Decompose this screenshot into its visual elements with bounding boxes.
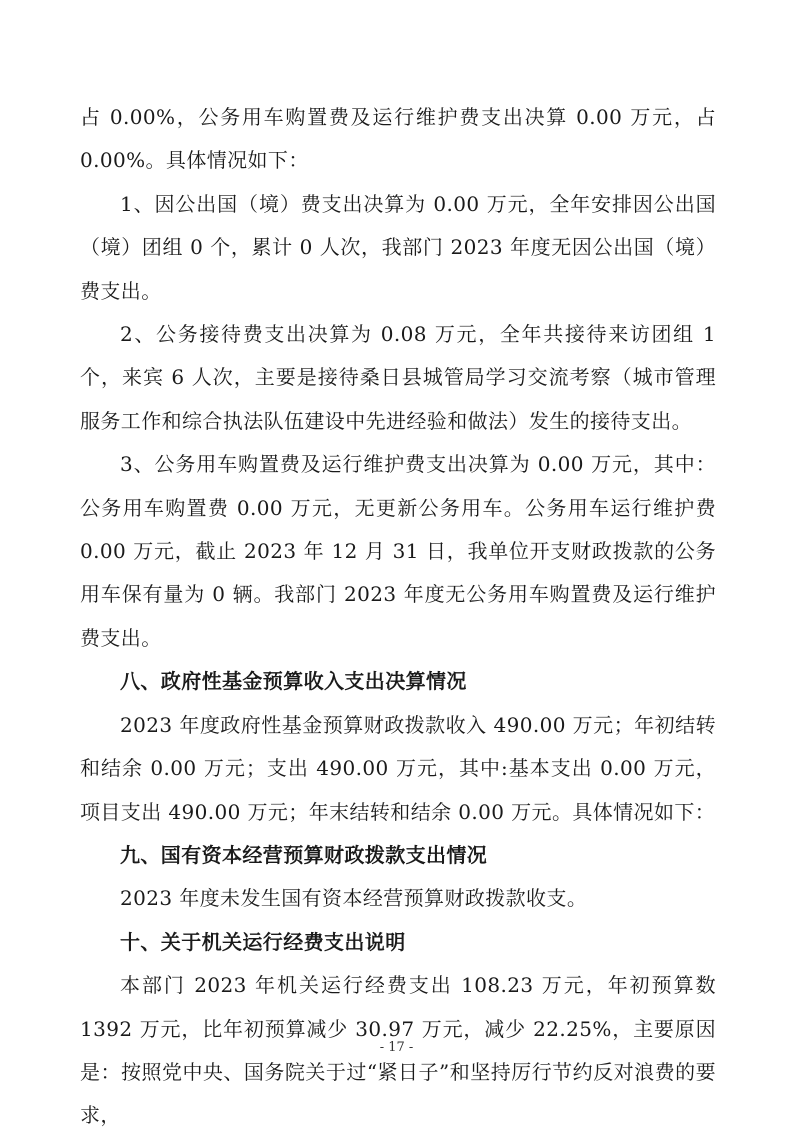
paragraph-operating-expenses: 本部门 2023 年机关运行经费支出 108.23 万元，年初预算数 1392 万元，比年初预算减少 30.97 万元，减少 22.25%，主要原因是：按照党中央、国务院关于过“紧日子”和坚持厉行节约反对浪费的要求， — [80, 973, 716, 1128]
paragraph-overseas-travel: 1、因公出国（境）费支出决算为 0.00 万元，全年安排因公出国（境）团组 0 个，累计 0 人次，我部门 2023 年度无因公出国（境）费支出。 — [80, 191, 716, 303]
paragraph-continuation: 占 0.00%，公务用车购置费及运行维护费支出决算 0.00 万元，占 0.00%。具体情况如下： — [80, 105, 716, 173]
section-heading-9: 九、国有资本经营预算财政拨款支出情况 — [120, 842, 488, 867]
paragraph-government-fund: 2023 年度政府性基金预算财政拨款收入 490.00 万元；年初结转和结余 0.00 万元；支出 490.00 万元，其中:基本支出 0.00 万元，项目支出 490.00 万元；年末结转和结余 0.00 万元。具体情况如下： — [80, 712, 716, 824]
document-body — [80, 96, 716, 1138]
section-heading-10: 十、关于机关运行经费支出说明 — [120, 929, 406, 954]
paragraph-vehicles: 3、公务用车购置费及运行维护费支出决算为 0.00 万元，其中：公务用车购置费 0.00 万元，无更新公务用车。公务用车运行维护费 0.00 万元，截止 2023 年 12 月 31 日，我单位开支财政拨款的公务用车保有量为 0 辆。我部门 2023 年度无公务用车购置费及运行维护费支出。 — [80, 452, 716, 650]
page-number: - 17 - — [379, 1040, 414, 1055]
section-heading-8: 八、政府性基金预算收入支出决算情况 — [120, 669, 467, 694]
paragraph-reception: 2、公务接待费支出决算为 0.08 万元，全年共接待来访团组 1 个，来宾 6 人次，主要是接待桑日县城管局学习交流考察（城市管理服务工作和综合执法队伍建设中先进经验和做法）发生的接待支出。 — [80, 322, 716, 433]
paragraph-state-capital: 2023 年度未发生国有资本经营预算财政拨款收支。 — [120, 886, 588, 911]
